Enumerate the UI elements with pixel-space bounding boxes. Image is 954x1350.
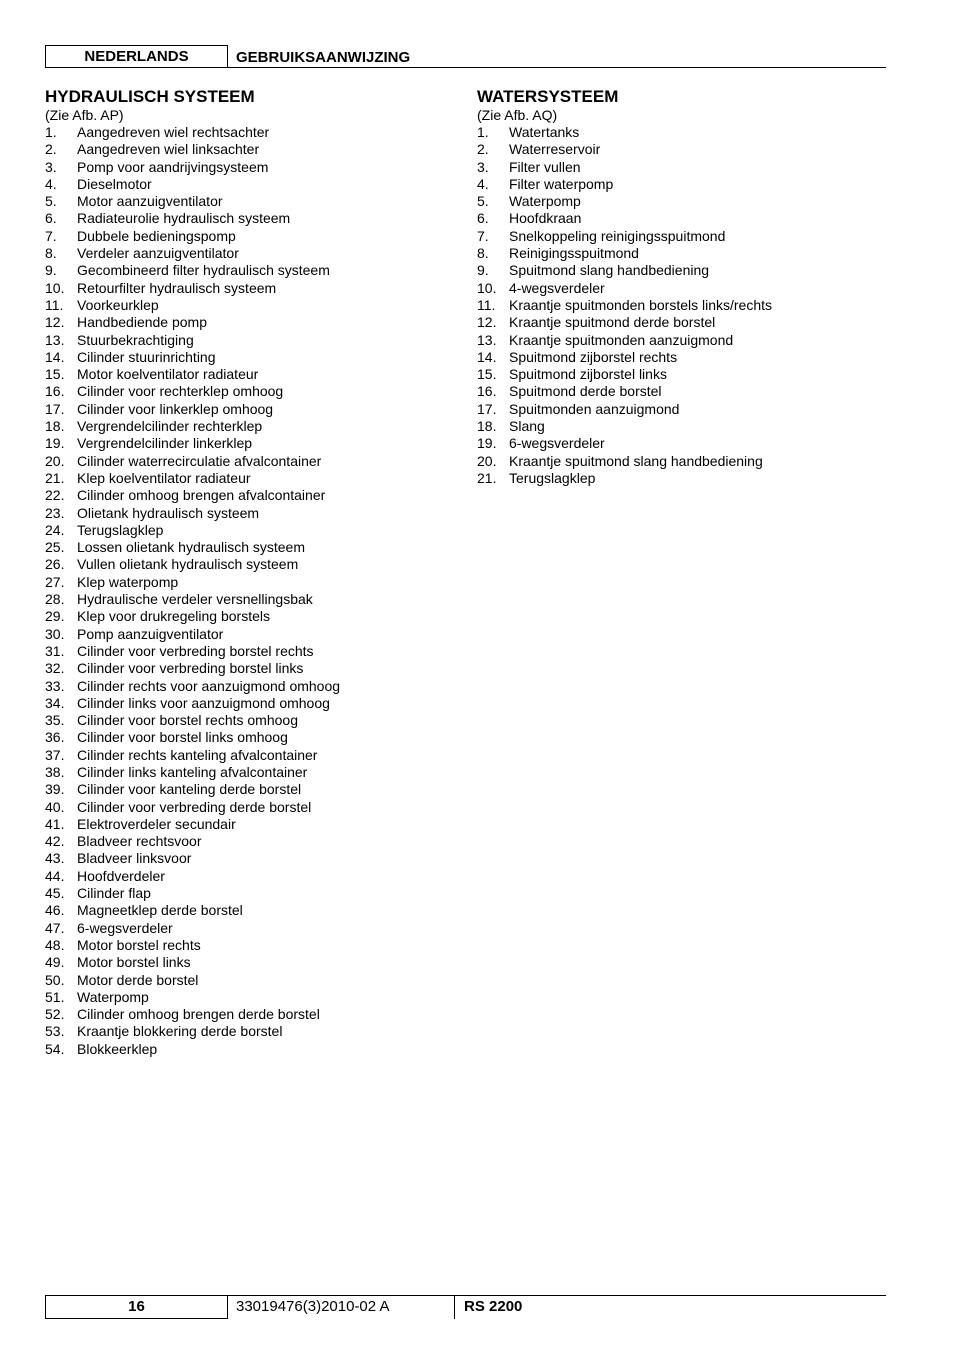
list-item	[45, 418, 445, 435]
item-label: Dubbele bedieningspomp	[77, 227, 236, 244]
list-item	[45, 556, 445, 573]
item-number: 10.	[477, 279, 497, 296]
item-number: 28.	[45, 591, 65, 608]
item-label: 6-wegsverdeler	[77, 919, 173, 936]
item-number: 50.	[45, 971, 65, 988]
item-number: 18.	[477, 418, 497, 435]
item-number: 40.	[45, 798, 65, 815]
list-item	[45, 833, 445, 850]
item-label: Spuitmonden aanzuigmond	[509, 400, 680, 417]
item-number: 35.	[45, 712, 65, 729]
item-label: Vergrendelcilinder rechterklep	[77, 418, 263, 435]
item-label: Reinigingsspuitmond	[509, 245, 639, 262]
model-name: RS 2200	[464, 1298, 523, 1315]
item-number: 15.	[45, 366, 65, 383]
item-label: Bladveer rechtsvoor	[77, 833, 202, 850]
item-label: Gecombineerd filter hydraulisch systeem	[77, 262, 330, 279]
list-item	[45, 626, 445, 643]
item-label: Motor derde borstel	[77, 971, 199, 988]
item-number: 53.	[45, 1023, 65, 1040]
list-item	[45, 729, 445, 746]
item-label: Hydraulische verdeler versnellingsbak	[77, 591, 313, 608]
item-number: 3.	[477, 158, 489, 175]
item-label: Klep waterpomp	[77, 573, 179, 590]
item-number: 42.	[45, 833, 65, 850]
item-number: 13.	[477, 331, 497, 348]
item-number: 11.	[45, 296, 64, 313]
page-footer	[45, 1295, 886, 1319]
item-number: 39.	[45, 781, 65, 798]
document-type: GEBRUIKSAANWIJZING	[236, 49, 411, 66]
item-label: Cilinder stuurinrichting	[77, 348, 216, 365]
list-item	[45, 678, 445, 695]
item-number: 12.	[477, 314, 497, 331]
list-item	[477, 401, 897, 418]
item-number: 14.	[45, 348, 65, 365]
item-number: 16.	[45, 383, 65, 400]
item-label: Spuitmond slang handbediening	[509, 262, 710, 279]
item-label: Blokkeerklep	[77, 1040, 158, 1057]
item-number: 11.	[477, 296, 496, 313]
item-number: 2.	[477, 141, 489, 158]
item-label: Cilinder waterrecirculatie afvalcontainer	[77, 452, 322, 469]
list-item	[45, 453, 445, 470]
list-item	[45, 1023, 445, 1040]
item-number: 19.	[45, 435, 65, 452]
item-label: Kraantje spuitmonden aanzuigmond	[509, 331, 734, 348]
item-number: 45.	[45, 885, 65, 902]
item-label: Klep voor drukregeling borstels	[77, 608, 270, 625]
item-label: Cilinder voor verbreding borstel rechts	[77, 642, 314, 659]
item-label: Pomp voor aandrijvingsysteem	[77, 158, 269, 175]
list-item	[45, 816, 445, 833]
item-number: 38.	[45, 763, 65, 780]
item-label: Radiateurolie hydraulisch systeem	[77, 210, 291, 227]
item-label: Handbediende pomp	[77, 314, 207, 331]
list-item	[45, 972, 445, 989]
item-number: 25.	[45, 539, 65, 556]
item-number: 21.	[45, 469, 65, 486]
list-item	[45, 297, 445, 314]
item-label: Hoofdverdeler	[77, 867, 165, 884]
item-number: 6.	[45, 210, 57, 227]
item-label: Waterpomp	[509, 193, 581, 210]
item-label: Motor aanzuigventilator	[77, 193, 223, 210]
list-item	[45, 124, 445, 141]
page-number: 16	[45, 1295, 228, 1319]
list-item	[477, 245, 897, 262]
item-number: 9.	[477, 262, 489, 279]
item-number: 34.	[45, 694, 65, 711]
item-number: 23.	[45, 504, 65, 521]
item-number: 8.	[477, 245, 489, 262]
hydraulic-parts-list	[45, 124, 445, 1058]
item-label: Retourfilter hydraulisch systeem	[77, 279, 277, 296]
item-number: 13.	[45, 331, 65, 348]
list-item	[477, 383, 897, 400]
item-number: 47.	[45, 919, 65, 936]
list-item	[477, 159, 897, 176]
item-number: 54.	[45, 1040, 65, 1057]
item-number: 52.	[45, 1006, 65, 1023]
language-label: NEDERLANDS	[45, 45, 228, 68]
list-item	[477, 141, 897, 158]
item-number: 12.	[45, 314, 65, 331]
item-number: 37.	[45, 746, 65, 763]
list-item	[45, 522, 445, 539]
item-number: 5.	[477, 193, 489, 210]
list-item	[477, 332, 897, 349]
item-number: 1.	[45, 124, 57, 140]
item-label: Cilinder voor verbreding borstel links	[77, 660, 304, 677]
list-item	[45, 799, 445, 816]
item-number: 7.	[45, 227, 57, 244]
list-item	[477, 470, 897, 487]
list-item	[45, 574, 445, 591]
list-item	[45, 937, 445, 954]
item-label: Waterpomp	[77, 988, 149, 1005]
item-number: 31.	[45, 642, 65, 659]
item-label: Cilinder links voor aanzuigmond omhoog	[77, 694, 330, 711]
list-item	[45, 470, 445, 487]
list-item	[477, 366, 897, 383]
list-item	[45, 176, 445, 193]
document-code: 33019476(3)2010-02 A	[236, 1298, 390, 1315]
list-item	[45, 695, 445, 712]
item-label: Kraantje spuitmond slang handbediening	[509, 452, 763, 469]
item-number: 46.	[45, 902, 65, 919]
item-number: 24.	[45, 521, 65, 538]
item-label: Motor borstel links	[77, 954, 191, 971]
list-item	[477, 435, 897, 452]
item-label: Bladveer linksvoor	[77, 850, 192, 867]
item-number: 6.	[477, 210, 489, 227]
list-item	[45, 747, 445, 764]
list-item	[45, 435, 445, 452]
item-label: Vullen olietank hydraulisch systeem	[77, 556, 299, 573]
item-label: Aangedreven wiel rechtsachter	[77, 124, 270, 140]
item-number: 26.	[45, 556, 65, 573]
section-title: WATERSYSTEEM	[477, 87, 619, 106]
item-number: 1.	[477, 124, 489, 140]
item-number: 17.	[477, 400, 497, 417]
list-item	[477, 297, 897, 314]
list-item	[45, 228, 445, 245]
list-item	[477, 124, 897, 141]
item-number: 48.	[45, 936, 65, 953]
item-number: 3.	[45, 158, 57, 175]
item-number: 20.	[477, 452, 497, 469]
item-number: 30.	[45, 625, 65, 642]
item-label: Watertanks	[509, 124, 580, 140]
item-label: Slang	[509, 418, 545, 435]
item-label: Motor borstel rechts	[77, 936, 201, 953]
list-item	[45, 885, 445, 902]
list-item	[45, 141, 445, 158]
item-label: Cilinder omhoog brengen afvalcontainer	[77, 487, 326, 504]
item-number: 20.	[45, 452, 65, 469]
item-label: Lossen olietank hydraulisch systeem	[77, 539, 306, 556]
item-number: 4.	[45, 175, 57, 192]
list-item	[45, 159, 445, 176]
item-label: Cilinder voor borstel rechts omhoog	[77, 712, 298, 729]
item-number: 19.	[477, 435, 497, 452]
list-item	[45, 954, 445, 971]
item-number: 43.	[45, 850, 65, 867]
list-item	[45, 401, 445, 418]
item-label: Spuitmond derde borstel	[509, 383, 662, 400]
item-number: 9.	[45, 262, 57, 279]
list-item	[45, 332, 445, 349]
list-item	[45, 920, 445, 937]
item-number: 5.	[45, 193, 57, 210]
list-item	[45, 193, 445, 210]
list-item	[45, 850, 445, 867]
item-label: Spuitmond zijborstel rechts	[509, 348, 678, 365]
list-item	[45, 245, 445, 262]
item-number: 44.	[45, 867, 65, 884]
list-item	[45, 591, 445, 608]
item-label: Spuitmond zijborstel links	[509, 366, 667, 383]
item-label: Olietank hydraulisch systeem	[77, 504, 260, 521]
item-label: Klep koelventilator radiateur	[77, 469, 251, 486]
item-label: Cilinder voor verbreding derde borstel	[77, 798, 312, 815]
item-label: Filter vullen	[509, 158, 581, 175]
item-label: Cilinder voor borstel links omhoog	[77, 729, 288, 746]
list-item	[477, 228, 897, 245]
item-number: 51.	[45, 988, 65, 1005]
item-label: Cilinder voor linkerklep omhoog	[77, 400, 274, 417]
item-number: 41.	[45, 815, 65, 832]
item-label: Motor koelventilator radiateur	[77, 366, 259, 383]
footer-separator	[454, 1295, 455, 1319]
item-label: Cilinder voor rechterklep omhoog	[77, 383, 284, 400]
list-item	[477, 280, 897, 297]
list-item	[45, 366, 445, 383]
item-number: 21.	[477, 469, 497, 486]
item-label: Elektroverdeler secundair	[77, 815, 236, 832]
item-number: 14.	[477, 348, 497, 365]
list-item	[45, 643, 445, 660]
item-label: 6-wegsverdeler	[509, 435, 605, 452]
figure-reference: (Zie Afb. AQ)	[477, 107, 558, 123]
list-item	[45, 1006, 445, 1023]
water-parts-list	[477, 124, 897, 487]
item-number: 4.	[477, 175, 489, 192]
item-label: Cilinder voor kanteling derde borstel	[77, 781, 302, 798]
list-item	[45, 781, 445, 798]
list-item	[45, 712, 445, 729]
item-number: 15.	[477, 366, 497, 383]
hydraulic-section	[45, 87, 445, 1058]
item-number: 17.	[45, 400, 65, 417]
item-label: Snelkoppeling reinigingsspuitmond	[509, 227, 726, 244]
item-number: 36.	[45, 729, 65, 746]
item-label: Cilinder rechts kanteling afvalcontainer	[77, 746, 318, 763]
item-number: 33.	[45, 677, 65, 694]
item-label: Cilinder rechts voor aanzuigmond omhoog	[77, 677, 341, 694]
list-item	[477, 418, 897, 435]
item-label: Stuurbekrachtiging	[77, 331, 194, 348]
list-item	[45, 989, 445, 1006]
page-header	[45, 45, 886, 68]
item-label: Voorkeurklep	[77, 296, 159, 313]
list-item	[477, 453, 897, 470]
list-item	[477, 176, 897, 193]
item-label: Waterreservoir	[509, 141, 601, 158]
list-item	[45, 1041, 445, 1058]
item-label: Hoofdkraan	[509, 210, 582, 227]
item-number: 8.	[45, 245, 57, 262]
list-item	[45, 902, 445, 919]
item-number: 16.	[477, 383, 497, 400]
list-item	[45, 262, 445, 279]
item-number: 7.	[477, 227, 489, 244]
item-number: 49.	[45, 954, 65, 971]
item-label: Cilinder links kanteling afvalcontainer	[77, 763, 308, 780]
water-section	[477, 87, 897, 487]
list-item	[45, 505, 445, 522]
list-item	[477, 314, 897, 331]
list-item	[477, 262, 897, 279]
figure-reference: (Zie Afb. AP)	[45, 107, 124, 123]
item-label: Terugslagklep	[509, 469, 596, 486]
item-label: Vergrendelcilinder linkerklep	[77, 435, 253, 452]
list-item	[45, 608, 445, 625]
item-label: 4-wegsverdeler	[509, 279, 605, 296]
item-label: Aangedreven wiel linksachter	[77, 141, 260, 158]
item-number: 32.	[45, 660, 65, 677]
list-item	[45, 349, 445, 366]
list-item	[45, 383, 445, 400]
list-item	[45, 764, 445, 781]
item-label: Magneetklep derde borstel	[77, 902, 243, 919]
item-number: 2.	[45, 141, 57, 158]
item-label: Pomp aanzuigventilator	[77, 625, 224, 642]
item-label: Kraantje blokkering derde borstel	[77, 1023, 283, 1040]
item-number: 22.	[45, 487, 65, 504]
list-item	[477, 193, 897, 210]
list-item	[45, 314, 445, 331]
item-label: Kraantje spuitmond derde borstel	[509, 314, 716, 331]
item-label: Terugslagklep	[77, 521, 164, 538]
item-label: Dieselmotor	[77, 175, 152, 192]
list-item	[45, 539, 445, 556]
item-label: Filter waterpomp	[509, 175, 614, 192]
list-item	[45, 487, 445, 504]
list-item	[45, 868, 445, 885]
item-number: 29.	[45, 608, 65, 625]
list-item	[477, 349, 897, 366]
item-label: Kraantje spuitmonden borstels links/rechts	[509, 296, 773, 313]
item-label: Cilinder flap	[77, 885, 151, 902]
list-item	[45, 280, 445, 297]
section-title: HYDRAULISCH SYSTEEM	[45, 87, 255, 106]
item-number: 27.	[45, 573, 65, 590]
item-number: 10.	[45, 279, 65, 296]
list-item	[45, 660, 445, 677]
item-number: 18.	[45, 418, 65, 435]
list-item	[45, 210, 445, 227]
list-item	[477, 210, 897, 227]
item-label: Verdeler aanzuigventilator	[77, 245, 239, 262]
item-label: Cilinder omhoog brengen derde borstel	[77, 1006, 320, 1023]
